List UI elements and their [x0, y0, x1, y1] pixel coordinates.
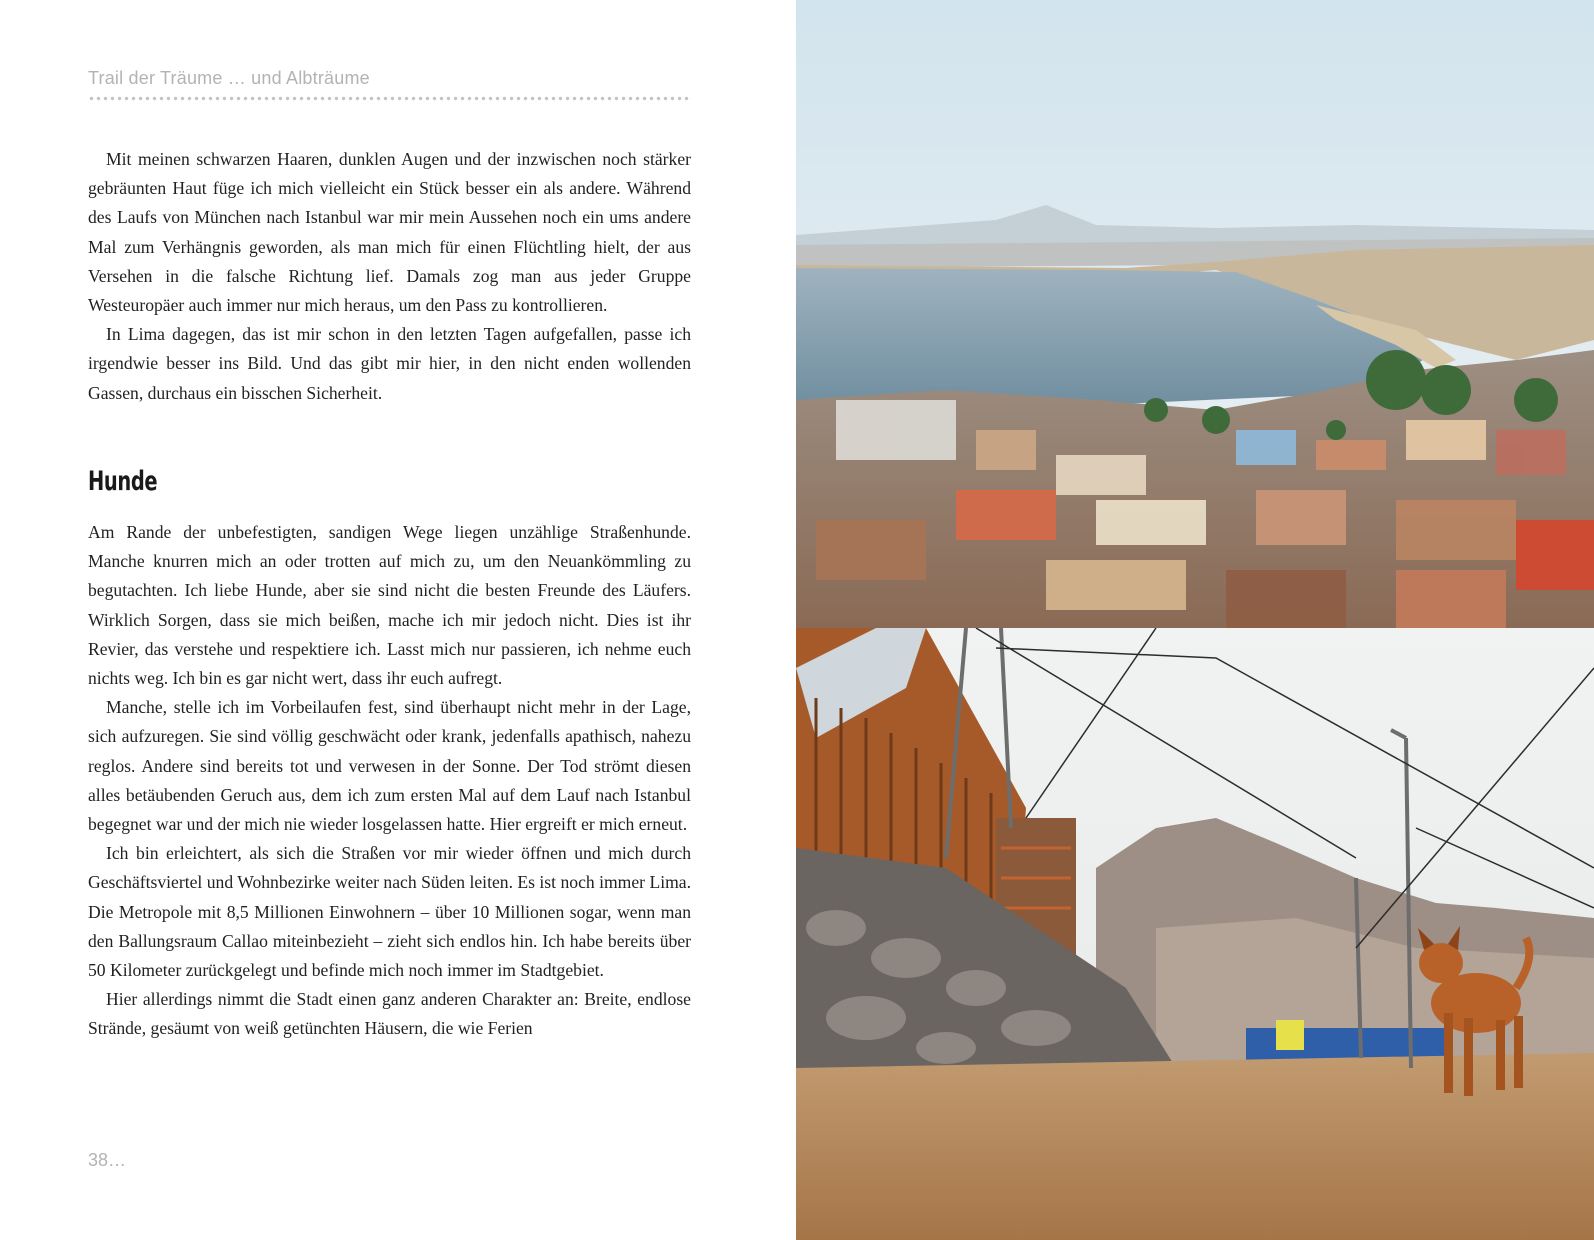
section-heading: Hunde — [88, 466, 158, 497]
text-block-intro — [88, 145, 691, 408]
paragraph: In Lima dagegen, das ist mir schon in den letzten Tagen aufgefallen, passe ich irgendwie besser ins Bild. Und das gibt mir hier, in den nicht enden wollenden Gassen, durchaus ein bisschen Sicherheit. — [88, 324, 691, 403]
paragraph: Mit meinen schwarzen Haaren, dunklen Augen und der inzwischen noch stärker gebräunten Haut füge ich mich vielleicht ein Stück besser ein als andere. Während des Laufs von München nach Istanbul war mir mein Aussehen noch ein ums andere Mal zum Verhängnis geworden, als man mich für einen Flüchtling hielt, der aus Versehen in die falsche Richtung lief. Damals zog man aus jeder Gruppe Westeuropäer auch immer nur mich heraus, um den Pass zu kontrollieren. — [88, 149, 691, 316]
dotted-rule — [88, 96, 692, 101]
page-number: 38… — [88, 1150, 127, 1170]
street-dog-photo — [796, 628, 1594, 1240]
paragraph: Hier allerdings nimmt die Stadt einen ganz anderen Charakter an: Breite, endlose Strände, gesäumt von weiß getünchten Häusern, die wie Ferien — [88, 989, 691, 1039]
text-block-hunde — [88, 518, 691, 1044]
coastline-photo — [796, 0, 1594, 628]
paragraph: Manche, stelle ich im Vorbeilaufen fest, sind überhaupt nicht mehr in der Lage, sich aufzuregen. Sie sind völlig geschwächt oder krank, jedenfalls apathisch, nahezu reglos. Andere sind bereits tot und verwesen in der Sonne. Der Tod strömt diesen alles betäubenden Geruch aus, dem ich zum ersten Mal auf dem Lauf nach Istanbul begegnet war und der mich nie wieder losgelassen hatte. Hier ergreift er mich erneut. — [88, 697, 691, 835]
paragraph: Am Rande der unbefestigten, sandigen Wege liegen unzählige Straßenhunde. Manche knurren mich an oder trotten auf mich zu, um den Neuankömmling zu begutachten. Ich liebe Hunde, aber sie sind nicht die besten Freunde des Läufers. Wirklich Sorgen, dass sie mich beißen, mache ich mir jedoch nicht. Dies ist ihr Revier, das verstehe und respektiere ich. Lasst mich nur passieren, ich nehme euch nichts weg. Ich bin es gar nicht wert, dass ihr euch aufregt. — [88, 522, 691, 689]
left-page — [0, 0, 796, 1240]
running-head: Trail der Träume … und Albträume — [88, 68, 370, 88]
paragraph: Ich bin erleichtert, als sich die Straßen vor mir wieder öffnen und mich durch Geschäftsviertel und Wohnbezirke weiter nach Süden leiten. Es ist noch immer Lima. Die Metropole mit 8,5 Millionen Einwohnern – über 10 Millionen sogar, wenn man den Ballungsraum Callao miteinbezieht – zieht sich endlos hin. Ich habe bereits über 50 Kilometer zurückgelegt und befinde mich noch immer im Stadtgebiet. — [88, 843, 691, 981]
